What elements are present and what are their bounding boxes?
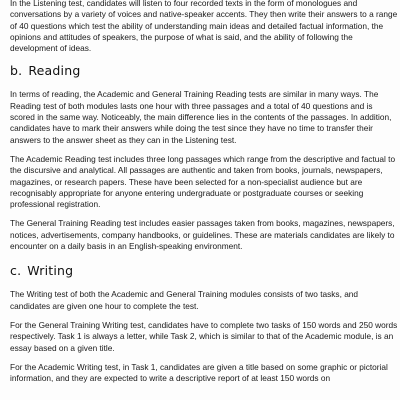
- reading-paragraph: The General Training Reading test includes easier passages taken from books, magazines, newspapers, notices, advertisements, company handbooks, or guidelines. These are materials candidates are likely to encounter on a daily basis in an English-speaking environment.: [10, 218, 395, 252]
- section-letter: b.: [10, 63, 23, 79]
- listening-paragraph: In the Listening test, candidates will listen to four recorded texts in the form of monologues and conversations by a variety of voices and native-speaker accents. They then write their answers to a range of 40 questions which test the ability of understanding main ideas and detailed factual information, the opinions and attitudes of speakers, the purpose of what is said, and the ability of following the development of ideas.: [10, 0, 398, 54]
- reading-paragraph: In terms of reading, the Academic and General Training Reading tests are similar in many ways. The Reading test of both modules lasts one hour with three passages and a total of 40 questions and is scored in the same way. Noticeably, the main difference lies in the contents of the passages. In addition, candidates have to mark their answers while doing the test since they have no time to transfer their answers to the answer sheet as they can in the Listening test.: [10, 89, 392, 145]
- writing-paragraph: The Writing test of both the Academic and General Training modules consists of two tasks, and candidates are given one hour to complete the test.: [10, 289, 359, 311]
- page-content: [10, 0, 398, 384]
- writing-paragraph: For the Academic Writing test, in Task 1, candidates are given a title based on some graphic or pictorial information, and they are expected to write a descriptive report of at least 150 words on: [10, 361, 388, 384]
- section-letter: c.: [10, 263, 22, 279]
- reading-paragraph: The Academic Reading test includes three long passages which range from the descriptive and factual to the discursive and analytical. All passages are authentic and taken from books, journals, newspapers, magazines, or research papers. These have been selected for a non-specialist audience but are recognisably appropriate for anyone entering undergraduate or postgraduate courses or seeking professional registration.: [10, 153, 396, 210]
- section-title: Reading: [28, 63, 81, 79]
- section-heading-writing: [10, 264, 398, 278]
- section-title: Writing: [27, 263, 74, 279]
- section-heading-reading: [10, 64, 398, 78]
- writing-paragraph: For the General Training Writing test, candidates have to complete two tasks of 150 words and 250 words respectively. Task 1 is always a letter, while Task 2, which is similar to that of the Academic module, is an essay based on a given title.: [10, 319, 398, 353]
